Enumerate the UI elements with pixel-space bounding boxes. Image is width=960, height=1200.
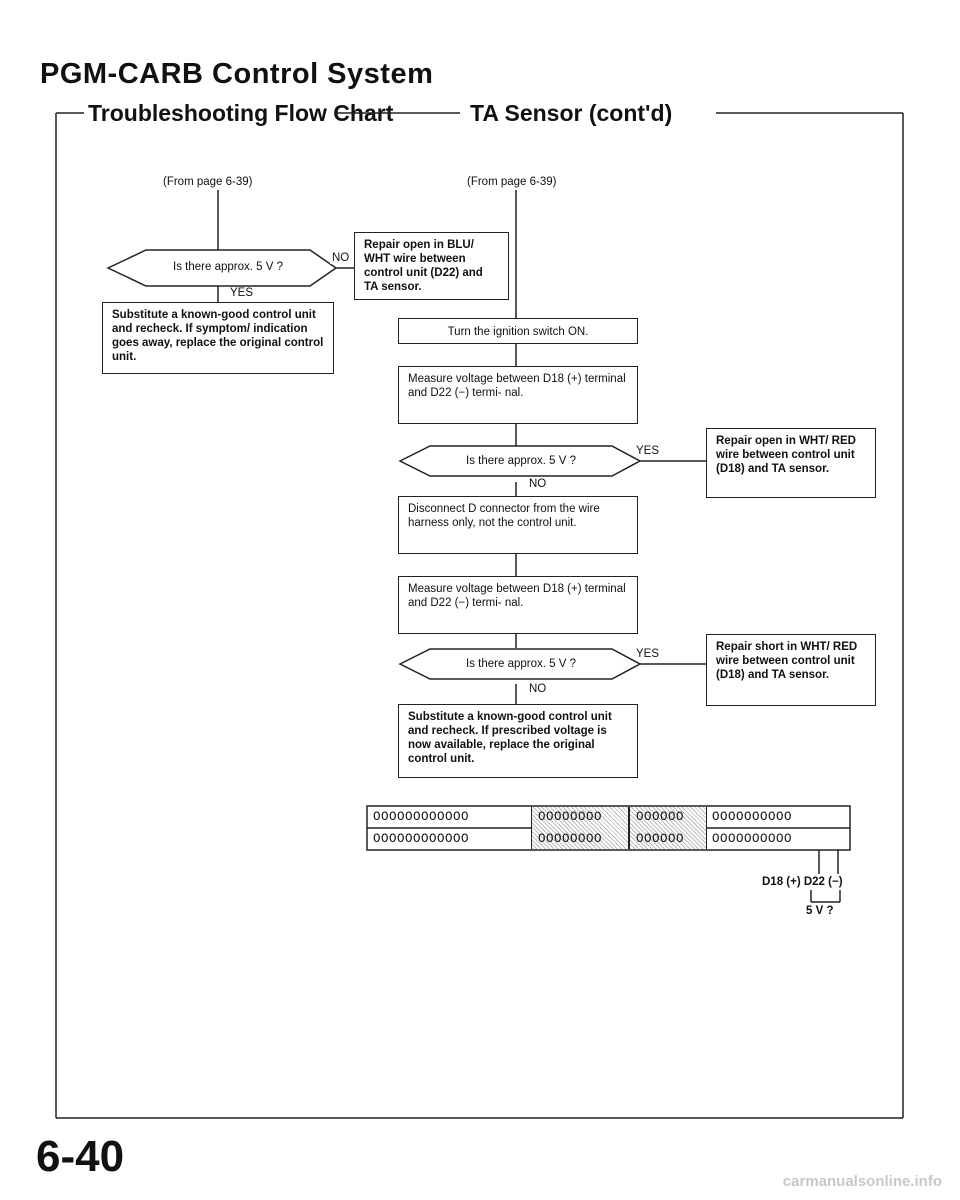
connector-pins-row1-c: OOOOOO xyxy=(636,810,685,824)
connector-pins-row2-b: OOOOOOOO xyxy=(538,832,603,846)
connector-pins-row1-a: OOOOOOOOOOOO xyxy=(373,810,470,824)
subsection-title: TA Sensor (cont'd) xyxy=(470,100,673,126)
decision-left-no: NO xyxy=(332,252,350,264)
from-page-label-left: (From page 6-39) xyxy=(163,176,253,188)
from-page-label-center: (From page 6-39) xyxy=(467,176,557,188)
page-title: PGM-CARB Control System xyxy=(40,58,434,90)
connector-pins-row1-d: OOOOOOOOOO xyxy=(712,810,793,824)
disconnect-d-connector-box: Disconnect D connector from the wire harness only, not the control unit. xyxy=(398,496,638,554)
decision-center-1-yes: YES xyxy=(636,445,660,457)
decision-center-2-yes: YES xyxy=(636,648,660,660)
repair-open-blu-wht-box: Repair open in BLU/ WHT wire between control unit (D22) and TA sensor. xyxy=(354,232,509,300)
turn-ignition-on-box: Turn the ignition switch ON. xyxy=(398,318,638,344)
repair-short-wht-red-box: Repair short in WHT/ RED wire between control unit (D18) and TA sensor. xyxy=(706,634,876,706)
section-title: Troubleshooting Flow Chart xyxy=(88,100,394,126)
substitute-control-unit-box-center: Substitute a known-good control unit and recheck. If prescribed voltage is now available, replace the original control unit. xyxy=(398,704,638,778)
repair-open-wht-red-box: Repair open in WHT/ RED wire between control unit (D18) and TA sensor. xyxy=(706,428,876,498)
connector-pin-label: D18 (+) D22 (−) xyxy=(762,876,843,888)
page-number: 6-40 xyxy=(36,1132,125,1181)
connector-pins-row1-b: OOOOOOOO xyxy=(538,810,603,824)
measure-voltage-box-2: Measure voltage between D18 (+) terminal and D22 (−) termi- nal. xyxy=(398,576,638,634)
measure-voltage-box-1: Measure voltage between D18 (+) terminal and D22 (−) termi- nal. xyxy=(398,366,638,424)
decision-left-yes: YES xyxy=(230,287,254,299)
decision-center-2: Is there approx. 5 V ? xyxy=(466,658,576,670)
connector-pins-row2-d: OOOOOOOOOO xyxy=(712,832,793,846)
decision-center-1: Is there approx. 5 V ? xyxy=(466,455,576,467)
decision-left: Is there approx. 5 V ? xyxy=(173,261,283,273)
connector-pins-row2-c: OOOOOO xyxy=(636,832,685,846)
substitute-control-unit-box-left: Substitute a known-good control unit and recheck. If symptom/ indication goes away, replace the original control unit. xyxy=(102,302,334,374)
decision-center-2-no: NO xyxy=(529,683,547,695)
connector-voltage-label: 5 V ? xyxy=(806,905,834,917)
connector-pins-row2-a: OOOOOOOOOOOO xyxy=(373,832,470,846)
decision-center-1-no: NO xyxy=(529,478,547,490)
watermark: carmanualsonline.info xyxy=(782,1173,942,1190)
